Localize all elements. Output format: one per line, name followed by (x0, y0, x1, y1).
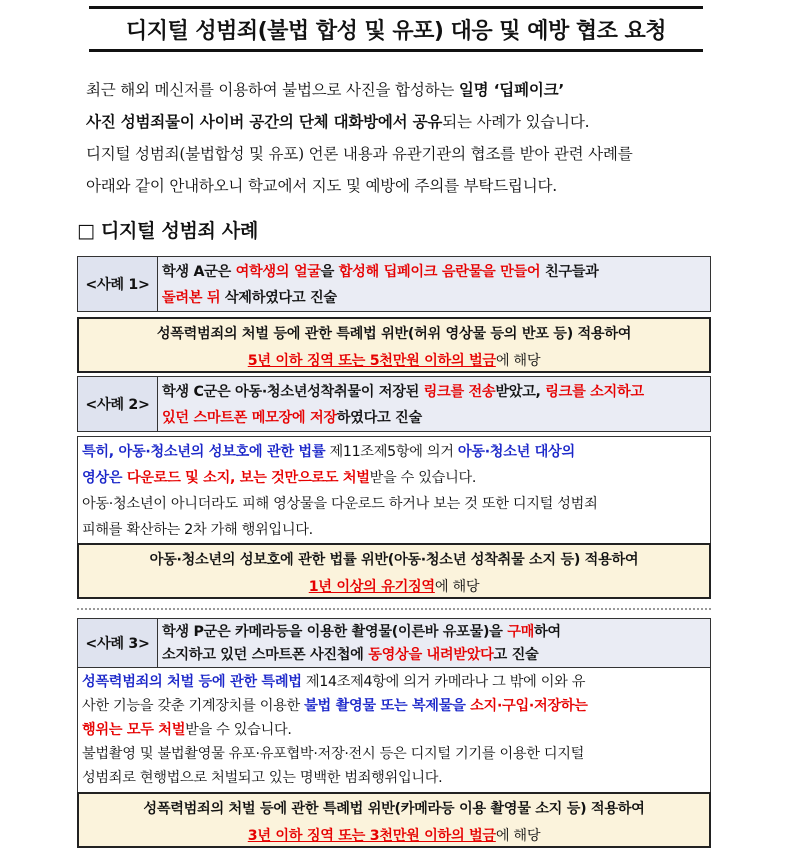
text: 하였다고 진술 (336, 410, 422, 426)
highlight: 행위는 모두 처벌 (82, 722, 186, 738)
penalty-law: 성폭력범죄의 처벌 등에 관한 특례법 위반(허위 영상물 등의 반포 등) 적용하여 (156, 326, 632, 342)
highlight: 불법 촬영물 또는 복제물을 (304, 698, 471, 714)
text: 삭제하였다고 진술 (220, 290, 337, 306)
penalty-amount: 5년 이하 징역 또는 5천만원 이하의 벌금 (247, 353, 496, 369)
case-1-text (158, 257, 603, 311)
penalty-law: 아동·청소년의 성보호에 관한 법률 위반(아동·청소년 성착취물 소지 등) 적용하여 (149, 552, 639, 568)
highlight: 소지·구입·저장하는 (470, 698, 588, 714)
text: 피해를 확산하는 2차 가해 행위입니다. (82, 522, 313, 538)
case-2-box (77, 376, 711, 432)
case-2-description (77, 436, 711, 544)
highlight: 영상은 (82, 470, 127, 486)
law-name: 성폭력범죄의 처벌 등에 관한 특례법 (82, 674, 302, 690)
case-1-box (77, 256, 711, 312)
text: 불법촬영 및 불법촬영물 유포·유포협박·저장·전시 등은 디지털 기기를 이용한 디지털 (82, 746, 585, 762)
text: 학생 P군은 카메라등을 이용한 촬영물(이른바 유포물)을 (162, 624, 508, 640)
case-3-penalty-box (77, 792, 711, 848)
text: 친구들과 (540, 264, 599, 280)
case-2-penalty-box (77, 543, 711, 599)
text: 고 진술 (493, 647, 539, 663)
case-3-box (77, 618, 711, 668)
text: 받았고, (495, 384, 546, 400)
text: 에 해당 (495, 828, 541, 844)
text: 받을 수 있습니다. (185, 722, 292, 738)
highlight: 합성해 딥페이크 음란물을 만들어 (338, 264, 541, 280)
text: 소지하고 있던 스마트폰 사진첩에 (162, 647, 369, 663)
text: 을 (320, 264, 339, 280)
highlight: 링크를 소지하고 (545, 384, 644, 400)
intro-line-4: 아래와 같이 안내하오니 학교에서 지도 및 예방에 주의를 부탁드립니다. (86, 177, 557, 195)
highlight: 돌려본 뒤 (162, 290, 221, 306)
highlight: 아동·청소년 대상의 (457, 444, 575, 460)
text: 성범죄로 현행법으로 처벌되고 있는 명백한 범죄행위입니다. (82, 770, 443, 786)
separator (77, 608, 711, 610)
penalty-amount: 1년 이상의 유기징역 (308, 579, 435, 595)
highlight: 있던 스마트폰 메모장에 저장 (162, 410, 337, 426)
title-top-rule (89, 6, 703, 9)
highlight: 동영상을 내려받았다 (368, 647, 494, 663)
intro-bold-text: 일명 ‘딥페이크’ (458, 81, 565, 99)
text: 아동·청소년이 아니더라도 피해 영상물을 다운로드 하거나 보는 것 또한 디지털 성범죄 (82, 496, 598, 512)
case-1-label: <사례 1> (78, 257, 158, 311)
text: 제11조제5항에 의거 (325, 444, 458, 460)
case-1-penalty-box (77, 317, 711, 373)
highlight: 다운로드 및 소지, 보는 것만으로도 처벌 (126, 470, 370, 486)
text: 에 해당 (434, 579, 480, 595)
intro-bold-text: 사진 성범죄물이 사이버 공간의 단체 대화방에서 공유 (86, 113, 443, 131)
text: 에 해당 (495, 353, 541, 369)
intro-text: 최근 해외 메신저를 이용하여 불법으로 사진을 합성하는 (86, 81, 459, 99)
intro-text: 되는 사례가 있습니다. (442, 113, 590, 131)
text: 사한 기능을 갖춘 기계장치를 이용한 (82, 698, 305, 714)
intro-line-3: 디지털 성범죄(불법합성 및 유포) 언론 내용과 유관기관의 협조를 받아 관련 사례를 (86, 145, 633, 163)
intro-paragraph (86, 74, 726, 202)
case-3-label: <사례 3> (78, 619, 158, 667)
case-3-text (158, 619, 565, 667)
law-name: 특히, 아동·청소년의 성보호에 관한 법률 (82, 444, 326, 460)
highlight: 여학생의 얼굴 (235, 264, 321, 280)
highlight: 구매 (507, 624, 535, 640)
text: 학생 A군은 (162, 264, 236, 280)
intro-line-2 (86, 106, 726, 138)
penalty-law: 성폭력범죄의 처벌 등에 관한 특례법 위반(카메라등 이용 촬영물 소지 등) 적용하여 (143, 801, 645, 817)
page-title: 디지털 성범죄(불법 합성 및 유포) 대응 및 예방 협조 요청 (125, 19, 667, 44)
text: 하여 (534, 624, 561, 640)
penalty-amount: 3년 이하 징역 또는 3천만원 이하의 벌금 (247, 828, 496, 844)
case-3-description (77, 667, 711, 793)
case-2-label: <사례 2> (78, 377, 158, 431)
text: 학생 C군은 아동·청소년성착취물이 저장된 (162, 384, 424, 400)
case-2-text (158, 377, 648, 431)
text: 받을 수 있습니다. (369, 470, 477, 486)
text: 제14조제4항에 의거 카메라나 그 밖에 이와 유 (301, 674, 586, 690)
title-block (89, 6, 703, 52)
section-heading: □ 디지털 성범죄 사례 (77, 220, 259, 242)
highlight: 링크를 전송 (423, 384, 496, 400)
title-bottom-rule (89, 49, 703, 52)
intro-line-1 (86, 74, 726, 106)
